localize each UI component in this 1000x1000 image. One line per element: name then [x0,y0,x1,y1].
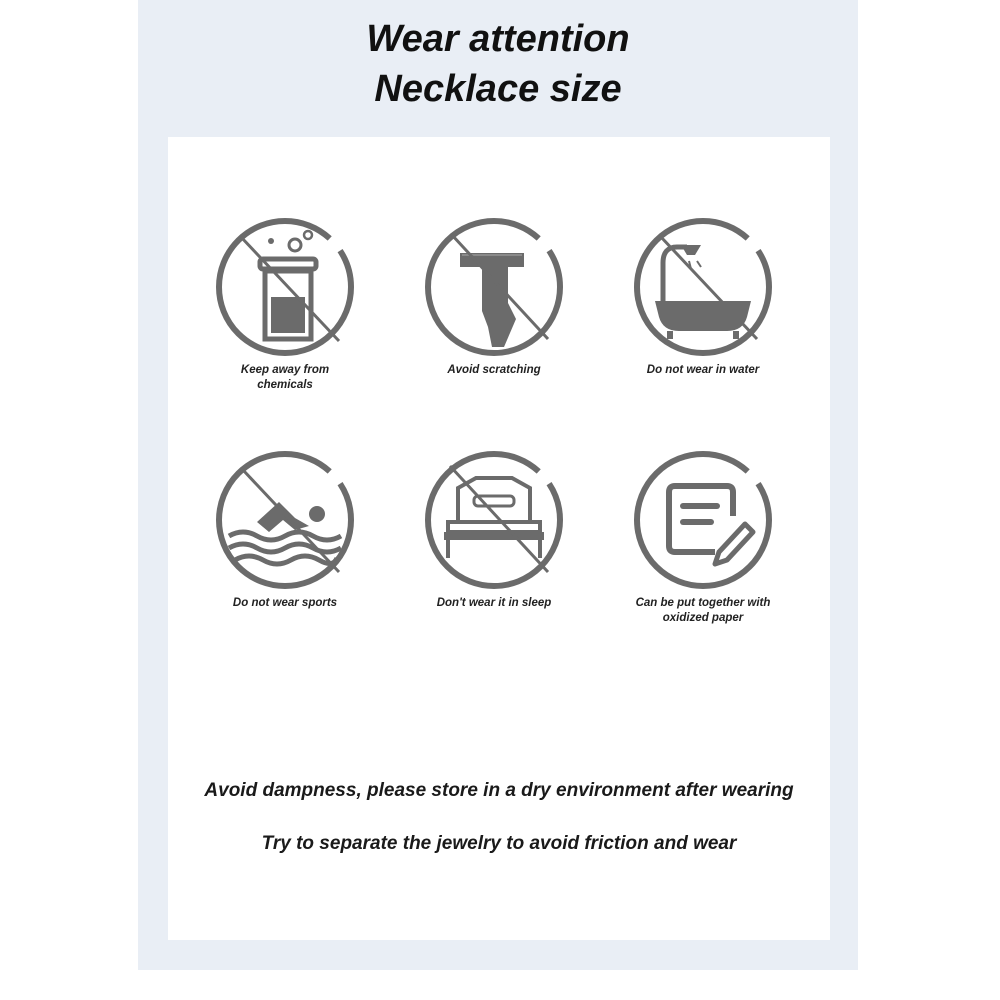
card-water [613,215,793,378]
caption-scratching: Avoid scratching [447,364,541,376]
title-line-1: Wear attention [366,18,630,60]
bathtub-icon [631,215,775,359]
card-sports [195,448,375,611]
care-note-1: Avoid dampness, please store in a dry environment after wearing [204,780,794,801]
caption-water: Do not wear in water [646,364,760,376]
card-sleep [404,448,584,611]
card-paper [613,448,793,626]
chemicals-icon [213,215,357,359]
caption-sleep: Don't wear it in sleep [436,597,552,609]
page-title [138,14,858,114]
card-scratching [404,215,584,378]
swimmer-icon [213,448,357,592]
hammer-icon [422,215,566,359]
care-note-2: Try to separate the jewelry to avoid friction and wear [261,833,737,854]
card-chemicals [195,215,375,393]
bed-icon [422,448,566,592]
caption-sports: Do not wear sports [232,597,338,609]
caption-paper: Can be put together with oxidized paper [635,597,771,624]
document-pencil-icon [631,448,775,592]
caption-chemicals: Keep away from chemicals [240,364,330,391]
title-line-2: Necklace size [374,68,622,110]
